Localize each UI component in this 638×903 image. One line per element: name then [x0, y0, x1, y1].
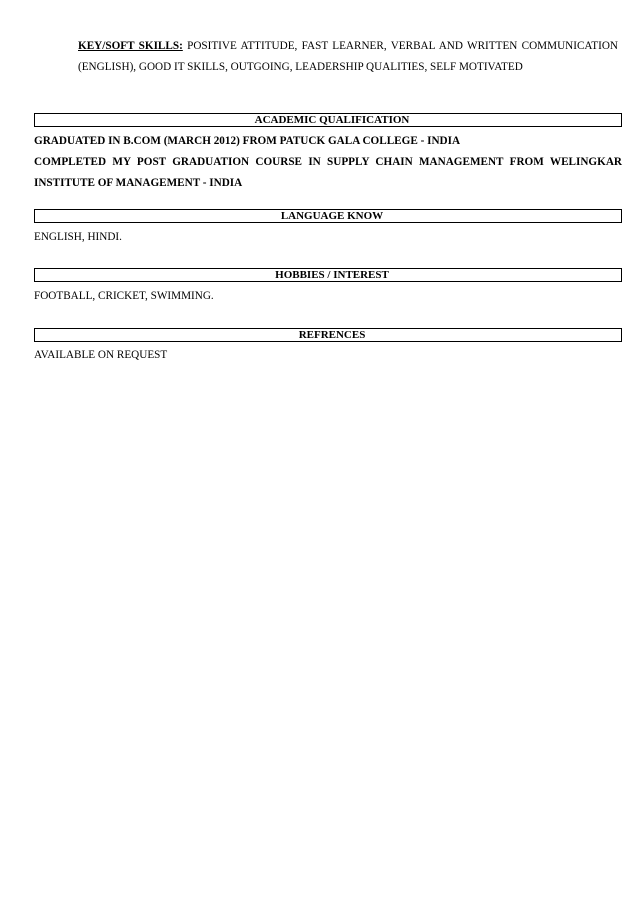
key-skills-label: KEY/SOFT SKILLS: — [78, 40, 183, 52]
academic-line-graduation: GRADUATED IN B.COM (MARCH 2012) FROM PATUCK GALA COLLEGE - INDIA — [34, 135, 461, 147]
academic-heading-text: ACADEMIC QUALIFICATION — [254, 114, 410, 126]
language-heading — [34, 209, 622, 223]
hobbies-heading — [34, 268, 622, 282]
hobbies-body: FOOTBALL, CRICKET, SWIMMING. — [34, 290, 214, 302]
hobbies-heading-text: HOBBIES / INTEREST — [275, 269, 389, 281]
references-body: AVAILABLE ON REQUEST — [34, 349, 168, 361]
key-skills-text: POSITIVE ATTITUDE, FAST LEARNER, VERBAL AND WRITTEN COMMUNICATION (ENGLISH), GOOD IT SKILLS, OUTGOING, LEADERSHIP QUALITIES, SELF MOTIVATED — [78, 40, 618, 73]
academic-qualification-body — [34, 131, 622, 194]
references-heading — [34, 328, 622, 342]
language-body: ENGLISH, HINDI. — [34, 231, 122, 243]
academic-line-post-graduation: COMPLETED MY POST GRADUATION COURSE IN SUPPLY CHAIN MANAGEMENT FROM WELINGKAR — [34, 156, 622, 168]
academic-line-institute: INSTITUTE OF MANAGEMENT - INDIA — [34, 177, 243, 189]
language-heading-text: LANGUAGE KNOW — [280, 210, 384, 222]
references-heading-text: REFRENCES — [298, 329, 366, 341]
key-skills-paragraph — [78, 36, 618, 78]
academic-qualification-heading — [34, 113, 622, 127]
